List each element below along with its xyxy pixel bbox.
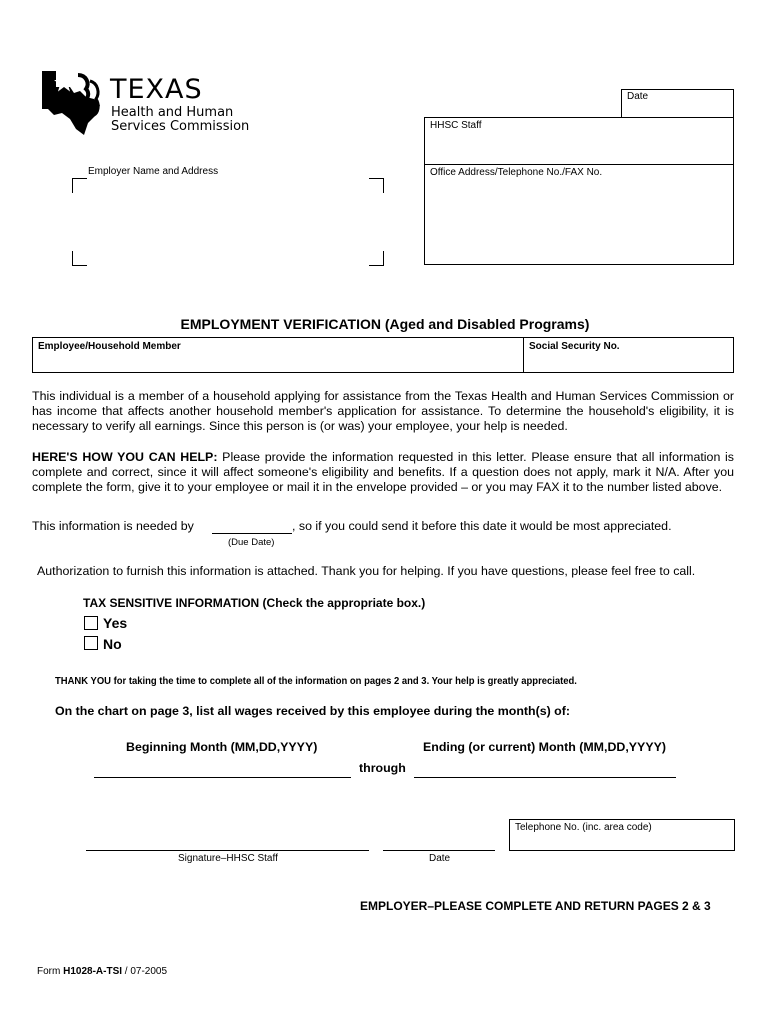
signature-date-label: Date — [429, 853, 451, 864]
logo-line3: Services Commission — [111, 119, 250, 134]
end-month-line[interactable] — [414, 777, 676, 778]
help-paragraph — [32, 450, 734, 495]
date-label: Date — [627, 91, 649, 102]
member-label: Employee/Household Member — [38, 341, 181, 352]
logo-texas: TEXAS — [110, 74, 203, 105]
due-date-line[interactable] — [212, 533, 292, 534]
logo-line2: Health and Human — [111, 105, 234, 120]
form-id-number: H1028-A-TSI — [63, 966, 123, 977]
telephone-box[interactable] — [509, 819, 735, 851]
intro-paragraph: This individual is a member of a household applying for assistance from the Texas Health and Human Services Commission or has income that affects another household member's application for assistance. To determine the household's eligibility, it is necessary to verify all earnings. Since this person is (or was) your employee, your help is needed. — [32, 389, 734, 433]
form-id-prefix: Form — [37, 966, 64, 977]
thank-you-text: THANK YOU for taking the time to complete all of the information on pages 2 and 3. Your help is greatly appreciated. — [55, 675, 577, 687]
signature-label: Signature–HHSC Staff — [178, 853, 278, 864]
needed-suffix: , so if you could send it before this date it would be most appreciated. — [292, 519, 672, 533]
hhsc-logo — [40, 69, 250, 139]
form-id-suffix: / 07-2005 — [122, 966, 168, 977]
begin-month-line[interactable] — [94, 777, 351, 778]
due-date-label: (Due Date) — [228, 537, 275, 548]
texas-map-icon — [40, 69, 104, 139]
corner-bottom-left — [72, 251, 87, 266]
help-heading: HERE'S HOW YOU CAN HELP: — [32, 450, 218, 464]
employer-label: Employer Name and Address — [88, 166, 219, 177]
corner-top-left — [72, 178, 87, 193]
through-label: through — [359, 761, 406, 775]
tax-no-checkbox[interactable] — [84, 636, 98, 650]
member-field[interactable] — [32, 337, 524, 373]
begin-month-label: Beginning Month (MM,DD,YYYY) — [126, 740, 318, 754]
page-title: EMPLOYMENT VERIFICATION (Aged and Disabled Programs) — [180, 316, 590, 332]
telephone-label: Telephone No. (inc. area code) — [515, 822, 652, 833]
employer-address-area[interactable] — [72, 178, 384, 266]
corner-bottom-right — [369, 251, 384, 266]
tax-heading: TAX SENSITIVE INFORMATION (Check the appropriate box.) — [83, 596, 426, 610]
wages-heading: On the chart on page 3, list all wages received by this employee during the month(s) of: — [55, 704, 570, 718]
date-box[interactable] — [621, 89, 734, 118]
authorization-text: Authorization to furnish this information is attached. Thank you for helping. If you have questions, please feel free to call. — [37, 564, 696, 578]
needed-prefix: This information is needed by — [32, 519, 194, 533]
tax-no-label: No — [103, 636, 122, 652]
help-text: Please provide the information requested in this letter. Please ensure that all information is complete and correct, since it will affect someone's eligibility and benefits. If a question does not apply, mark it N/A. After you complete the form, give it to your employee or mail it in the envelope provided – or you may FAX it to the number listed above. — [32, 450, 734, 494]
signature-date-line[interactable] — [383, 850, 495, 851]
office-address-box[interactable] — [424, 164, 734, 265]
ssn-label: Social Security No. — [529, 341, 620, 352]
tax-yes-checkbox[interactable] — [84, 616, 98, 630]
hhsc-staff-box[interactable] — [424, 117, 734, 165]
ssn-field[interactable] — [523, 337, 734, 373]
corner-top-right — [369, 178, 384, 193]
form-id — [37, 966, 167, 977]
end-month-label: Ending (or current) Month (MM,DD,YYYY) — [423, 740, 666, 754]
hhsc-staff-label: HHSC Staff — [430, 120, 482, 131]
signature-line[interactable] — [86, 850, 369, 851]
tax-yes-label: Yes — [103, 615, 128, 631]
office-address-label: Office Address/Telephone No./FAX No. — [430, 167, 603, 178]
employer-notice: EMPLOYER–PLEASE COMPLETE AND RETURN PAGES 2 & 3 — [360, 899, 711, 913]
